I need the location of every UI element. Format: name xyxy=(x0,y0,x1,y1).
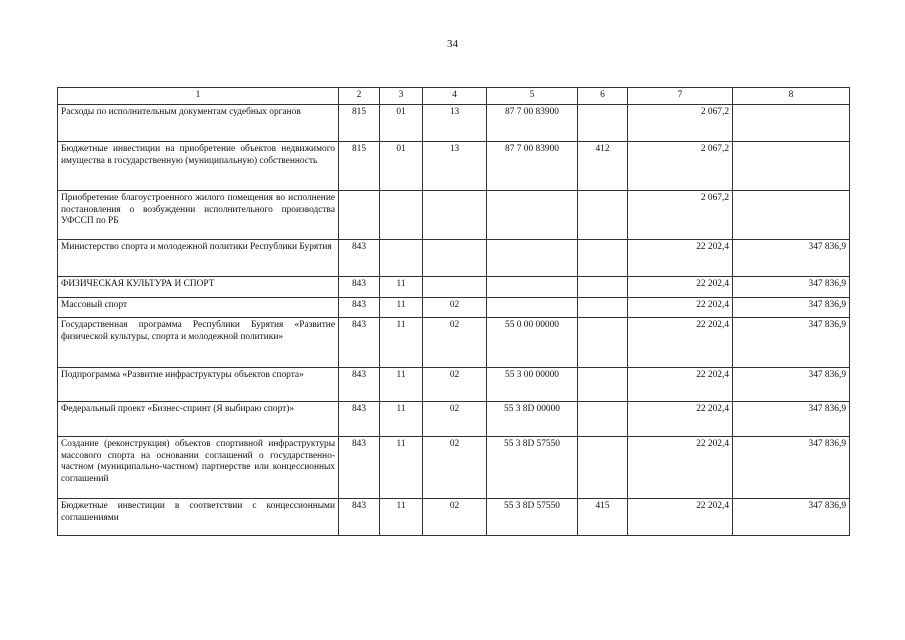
row-name-cell: Бюджетные инвестиции в соответствии с концессионными соглашениями xyxy=(58,499,339,536)
amount-cell: 2 067,2 xyxy=(628,142,733,191)
ministry-code-cell: 815 xyxy=(339,142,380,191)
column-header: 4 xyxy=(423,88,487,105)
expense-type-cell xyxy=(578,298,628,318)
ministry-code-cell: 843 xyxy=(339,402,380,437)
amount-cell: 22 202,4 xyxy=(628,368,733,402)
target-article-cell: 87 7 00 83900 xyxy=(487,105,578,142)
amount-cell: 22 202,4 xyxy=(628,240,733,277)
expense-type-cell: 412 xyxy=(578,142,628,191)
column-header: 5 xyxy=(487,88,578,105)
amount-cell: 22 202,4 xyxy=(628,298,733,318)
section-code-cell: 11 xyxy=(380,277,423,298)
subsection-code-cell: 02 xyxy=(423,298,487,318)
amount-cell: 22 202,4 xyxy=(628,402,733,437)
column-header: 3 xyxy=(380,88,423,105)
column-header: 7 xyxy=(628,88,733,105)
expense-type-cell: 415 xyxy=(578,499,628,536)
table-row xyxy=(58,240,850,277)
amount-cell: 22 202,4 xyxy=(628,437,733,499)
row-name-cell: Федеральный проект «Бизнес-спринт (Я выбираю спорт)» xyxy=(58,402,339,437)
subsection-code-cell: 13 xyxy=(423,142,487,191)
ministry-code-cell: 843 xyxy=(339,298,380,318)
amount-cell: 347 836,9 xyxy=(733,240,850,277)
amount-cell: 22 202,4 xyxy=(628,318,733,368)
amount-cell: 2 067,2 xyxy=(628,105,733,142)
ministry-code-cell: 843 xyxy=(339,277,380,298)
expense-type-cell xyxy=(578,402,628,437)
amount-cell: 347 836,9 xyxy=(733,437,850,499)
amount-cell xyxy=(733,105,850,142)
amount-cell: 347 836,9 xyxy=(733,298,850,318)
subsection-code-cell xyxy=(423,191,487,240)
ministry-code-cell: 843 xyxy=(339,499,380,536)
amount-cell: 2 067,2 xyxy=(628,191,733,240)
expense-type-cell xyxy=(578,318,628,368)
target-article-cell xyxy=(487,277,578,298)
section-code-cell: 01 xyxy=(380,105,423,142)
target-article-cell: 55 3 8D 00000 xyxy=(487,402,578,437)
amount-cell xyxy=(733,142,850,191)
expense-type-cell xyxy=(578,277,628,298)
expense-type-cell xyxy=(578,437,628,499)
ministry-code-cell: 843 xyxy=(339,368,380,402)
amount-cell: 347 836,9 xyxy=(733,318,850,368)
section-code-cell: 11 xyxy=(380,368,423,402)
row-name-cell: Подпрограмма «Развитие инфраструктуры объектов спорта» xyxy=(58,368,339,402)
row-name-cell: Расходы по исполнительным документам судебных органов xyxy=(58,105,339,142)
table-row xyxy=(58,402,850,437)
section-code-cell: 11 xyxy=(380,402,423,437)
subsection-code-cell: 02 xyxy=(423,499,487,536)
amount-cell: 347 836,9 xyxy=(733,402,850,437)
target-article-cell xyxy=(487,240,578,277)
table-row xyxy=(58,368,850,402)
target-article-cell: 87 7 00 83900 xyxy=(487,142,578,191)
target-article-cell: 55 3 8D 57550 xyxy=(487,499,578,536)
target-article-cell xyxy=(487,298,578,318)
expense-type-cell xyxy=(578,368,628,402)
subsection-code-cell: 13 xyxy=(423,105,487,142)
amount-cell: 347 836,9 xyxy=(733,368,850,402)
subsection-code-cell: 02 xyxy=(423,402,487,437)
amount-cell: 347 836,9 xyxy=(733,277,850,298)
table-row xyxy=(58,105,850,142)
column-header: 6 xyxy=(578,88,628,105)
section-code-cell: 01 xyxy=(380,142,423,191)
column-header: 8 xyxy=(733,88,850,105)
table-row xyxy=(58,142,850,191)
ministry-code-cell: 815 xyxy=(339,105,380,142)
table-row xyxy=(58,277,850,298)
table-row xyxy=(58,298,850,318)
expense-type-cell xyxy=(578,191,628,240)
row-name-cell: Бюджетные инвестиции на приобретение объектов недвижимого имущества в государственную (муниципальную) собственность xyxy=(58,142,339,191)
row-name-cell: Государственная программа Республики Бурятия «Развитие физической культуры, спорта и молодежной политики» xyxy=(58,318,339,368)
subsection-code-cell: 02 xyxy=(423,318,487,368)
expense-type-cell xyxy=(578,240,628,277)
ministry-code-cell xyxy=(339,191,380,240)
row-name-cell: Создание (реконструкция) объектов спортивной инфраструктуры массового спорта на основании соглашений о государственно-частном (муниципально-частном) партнерстве или концессионных соглашений xyxy=(58,437,339,499)
subsection-code-cell: 02 xyxy=(423,437,487,499)
expense-type-cell xyxy=(578,105,628,142)
target-article-cell: 55 3 8D 57550 xyxy=(487,437,578,499)
amount-cell: 22 202,4 xyxy=(628,277,733,298)
row-name-cell: Приобретение благоустроенного жилого помещения во исполнение постановления о возбуждении исполнительного производства УФССП по РБ xyxy=(58,191,339,240)
amount-cell xyxy=(733,191,850,240)
row-name-cell: Массовый спорт xyxy=(58,298,339,318)
subsection-code-cell xyxy=(423,240,487,277)
section-code-cell: 11 xyxy=(380,499,423,536)
target-article-cell xyxy=(487,191,578,240)
target-article-cell: 55 0 00 00000 xyxy=(487,318,578,368)
table-row xyxy=(58,499,850,536)
column-header: 2 xyxy=(339,88,380,105)
table-row xyxy=(58,437,850,499)
table-row xyxy=(58,191,850,240)
page-number: 34 xyxy=(447,38,458,50)
section-code-cell xyxy=(380,191,423,240)
section-code-cell: 11 xyxy=(380,318,423,368)
budget-table xyxy=(57,87,850,536)
table-row xyxy=(58,318,850,368)
amount-cell: 347 836,9 xyxy=(733,499,850,536)
target-article-cell: 55 3 00 00000 xyxy=(487,368,578,402)
section-code-cell xyxy=(380,240,423,277)
row-name-cell: ФИЗИЧЕСКАЯ КУЛЬТУРА И СПОРТ xyxy=(58,277,339,298)
subsection-code-cell: 02 xyxy=(423,368,487,402)
subsection-code-cell xyxy=(423,277,487,298)
row-name-cell: Министерство спорта и молодежной политики Республики Бурятия xyxy=(58,240,339,277)
amount-cell: 22 202,4 xyxy=(628,499,733,536)
column-header: 1 xyxy=(58,88,339,105)
ministry-code-cell: 843 xyxy=(339,318,380,368)
header-row xyxy=(58,88,850,105)
section-code-cell: 11 xyxy=(380,298,423,318)
ministry-code-cell: 843 xyxy=(339,240,380,277)
section-code-cell: 11 xyxy=(380,437,423,499)
ministry-code-cell: 843 xyxy=(339,437,380,499)
